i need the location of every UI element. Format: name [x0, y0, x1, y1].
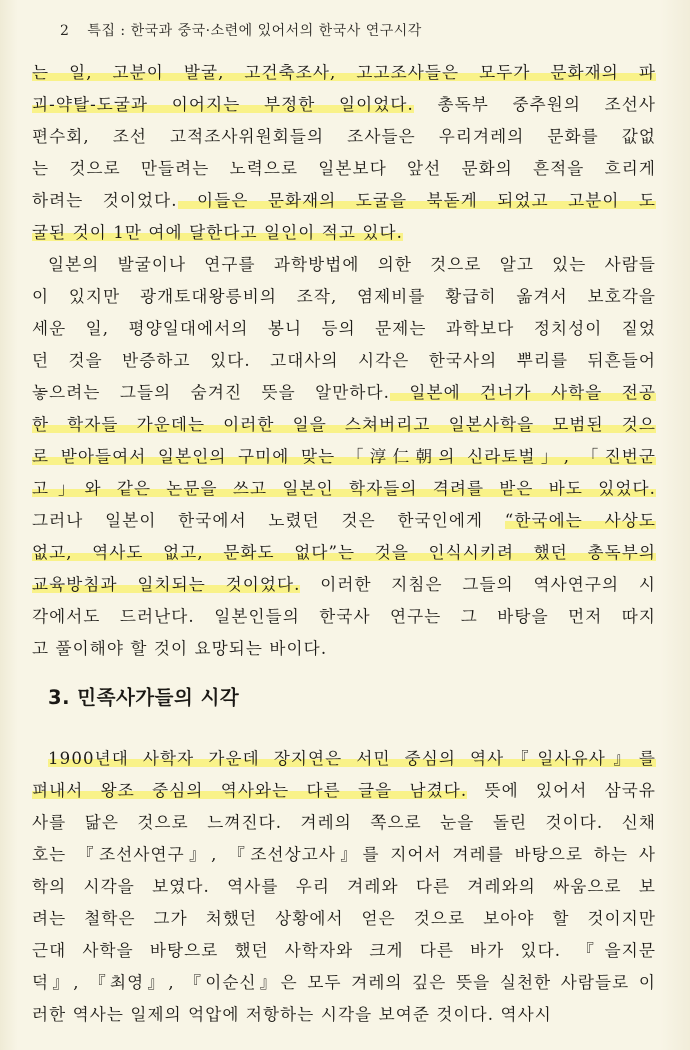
- text-segment: 편수회, 조선 고적조사위원회들의 조사들은 우리겨레의 문화를 값없: [32, 127, 656, 146]
- highlighted-text: 없고, 역사도 없고, 문화도 없다”는 것을 인식시키려 했던 총독부의: [32, 543, 656, 562]
- highlighted-text: 로 받아들여서 일본인의 구미에 맞는 「淳仁朝의 신라토벌」, 「진번군: [32, 447, 656, 466]
- text-line: [32, 153, 656, 185]
- text-line: [32, 967, 656, 999]
- text-segment: 던 것을 반증하고 있다. 고대사의 시각은 한국사의 뿌리를 뒤흔들어: [32, 351, 656, 370]
- text-segment: 호는 『조선사연구』, 『조선상고사』를 지어서 겨레를 바탕으로 하는 사: [32, 845, 656, 864]
- paragraph-2: [32, 249, 656, 665]
- highlighted-text: 괴-약탈-도굴과 이어지는 부정한 일이었다.: [32, 95, 414, 114]
- text-segment: 이 있지만 광개토대왕릉비의 조작, 염제비를 황급히 옮겨서 보호각을: [32, 287, 656, 306]
- text-segment: 하려는 것이었다.: [32, 191, 178, 210]
- highlighted-text: 일본에 건너가 사학을 전공: [390, 383, 656, 402]
- text-segment: 일본의 발굴이나 연구를 과학방법에 의한 것으로 알고 있는 사람들: [48, 255, 656, 274]
- text-line: [32, 537, 656, 569]
- text-segment: 각에서도 드러난다. 일본인들의 한국사 연구는 그 바탕을 먼저 따지: [32, 607, 656, 626]
- text-line: [32, 903, 656, 935]
- text-segment: 는 것으로 만들려는 노력으로 일본보다 앞선 문화의 흔적을 흐리게: [32, 159, 656, 178]
- text-segment: 뜻에 있어서 삼국유: [467, 781, 656, 800]
- text-line: [32, 569, 656, 601]
- text-segment: 그러나 일본이 한국에서 노렸던 것은 한국인에게: [32, 511, 505, 530]
- text-segment: 근대 사학을 바탕으로 했던 사학자와 크게 다른 바가 있다. 『을지문: [32, 941, 656, 960]
- highlighted-text: 이들은 문화재의 도굴을 북돋게 되었고 고분이 도: [177, 191, 656, 210]
- text-line: [32, 345, 656, 377]
- text-line: [32, 601, 656, 633]
- paragraph-1: [32, 57, 656, 249]
- text-line: [32, 89, 656, 121]
- text-segment: 총독부 중추원의 조선사: [413, 95, 656, 114]
- text-line: [32, 217, 656, 249]
- text-line: [32, 441, 656, 473]
- text-segment: 려는 철학은 그가 처했던 상황에서 얻은 것으로 보아야 할 것이지만: [32, 909, 656, 928]
- text-segment: 고 풀이해야 할 것이 요망되는 바이다.: [32, 639, 328, 658]
- text-line: [32, 377, 656, 409]
- text-line: [32, 871, 656, 903]
- paragraph-3: [32, 743, 656, 1031]
- highlighted-text: 한 학자들 가운데는 이러한 일을 스쳐버리고 일본사학을 모범된 것으: [32, 415, 656, 434]
- highlighted-text: 1900년대 사학자 가운데 장지연은 서민 중심의 역사『일사유사』를: [48, 749, 656, 768]
- text-line: [32, 185, 656, 217]
- text-line: [32, 249, 656, 281]
- text-line: [32, 775, 656, 807]
- text-line: [32, 473, 656, 505]
- text-line: [32, 999, 656, 1031]
- text-line: [32, 807, 656, 839]
- text-line: [32, 121, 656, 153]
- text-line: [32, 313, 656, 345]
- highlighted-text: 펴내서 왕조 중심의 역사와는 다른 글을 남겼다.: [32, 781, 468, 800]
- highlighted-text: 교육방침과 일치되는 것이었다.: [32, 575, 301, 594]
- text-line: [32, 633, 656, 665]
- text-segment: 덕』, 『최영』, 『이순신』은 모두 겨레의 깊은 뜻을 실천한 사람들로 이: [32, 973, 656, 992]
- text-line: [32, 57, 656, 89]
- highlighted-text: “한국에는 사상도: [504, 511, 656, 530]
- section-heading: 3. 민족사가들의 시각: [48, 686, 240, 709]
- text-segment: 러한 역사는 일제의 억압에 저항하는 시각을 보여준 것이다. 역사시: [32, 1005, 552, 1024]
- text-line: [32, 409, 656, 441]
- text-segment: 이러한 지침은 그들의 역사연구의 시: [300, 575, 656, 594]
- page-number: 2: [60, 23, 70, 39]
- text-segment: 사를 닮은 것으로 느껴진다. 겨레의 쪽으로 눈을 돌린 것이다. 신채: [32, 813, 656, 832]
- text-segment: 놓으려는 그들의 숨겨진 뜻을 알만하다.: [32, 383, 391, 402]
- text-segment: 세운 일, 평양일대에서의 봉니 등의 문제는 과학보다 정치성이 짙었: [32, 319, 656, 338]
- text-line: [32, 839, 656, 871]
- highlighted-text: 굴된 것이 1만 여에 달한다고 일인이 적고 있다.: [32, 223, 403, 242]
- highlighted-text: 고」와 같은 논문을 쓰고 일본인 학자들의 격려를 받은 바도 있었다.: [32, 479, 656, 498]
- running-title: 특집 : 한국과 중국·소련에 있어서의 한국사 연구시각: [87, 23, 422, 39]
- text-line: [32, 935, 656, 967]
- text-line: [32, 281, 656, 313]
- running-header: [60, 20, 422, 40]
- text-segment: 학의 시각을 보였다. 역사를 우리 겨레와 다른 겨레와의 싸움으로 보: [32, 877, 656, 896]
- text-line: [32, 505, 656, 537]
- highlighted-text: 는 일, 고분이 발굴, 고건축조사, 고고조사들은 모두가 문화재의 파: [32, 63, 656, 82]
- text-line: [32, 743, 656, 775]
